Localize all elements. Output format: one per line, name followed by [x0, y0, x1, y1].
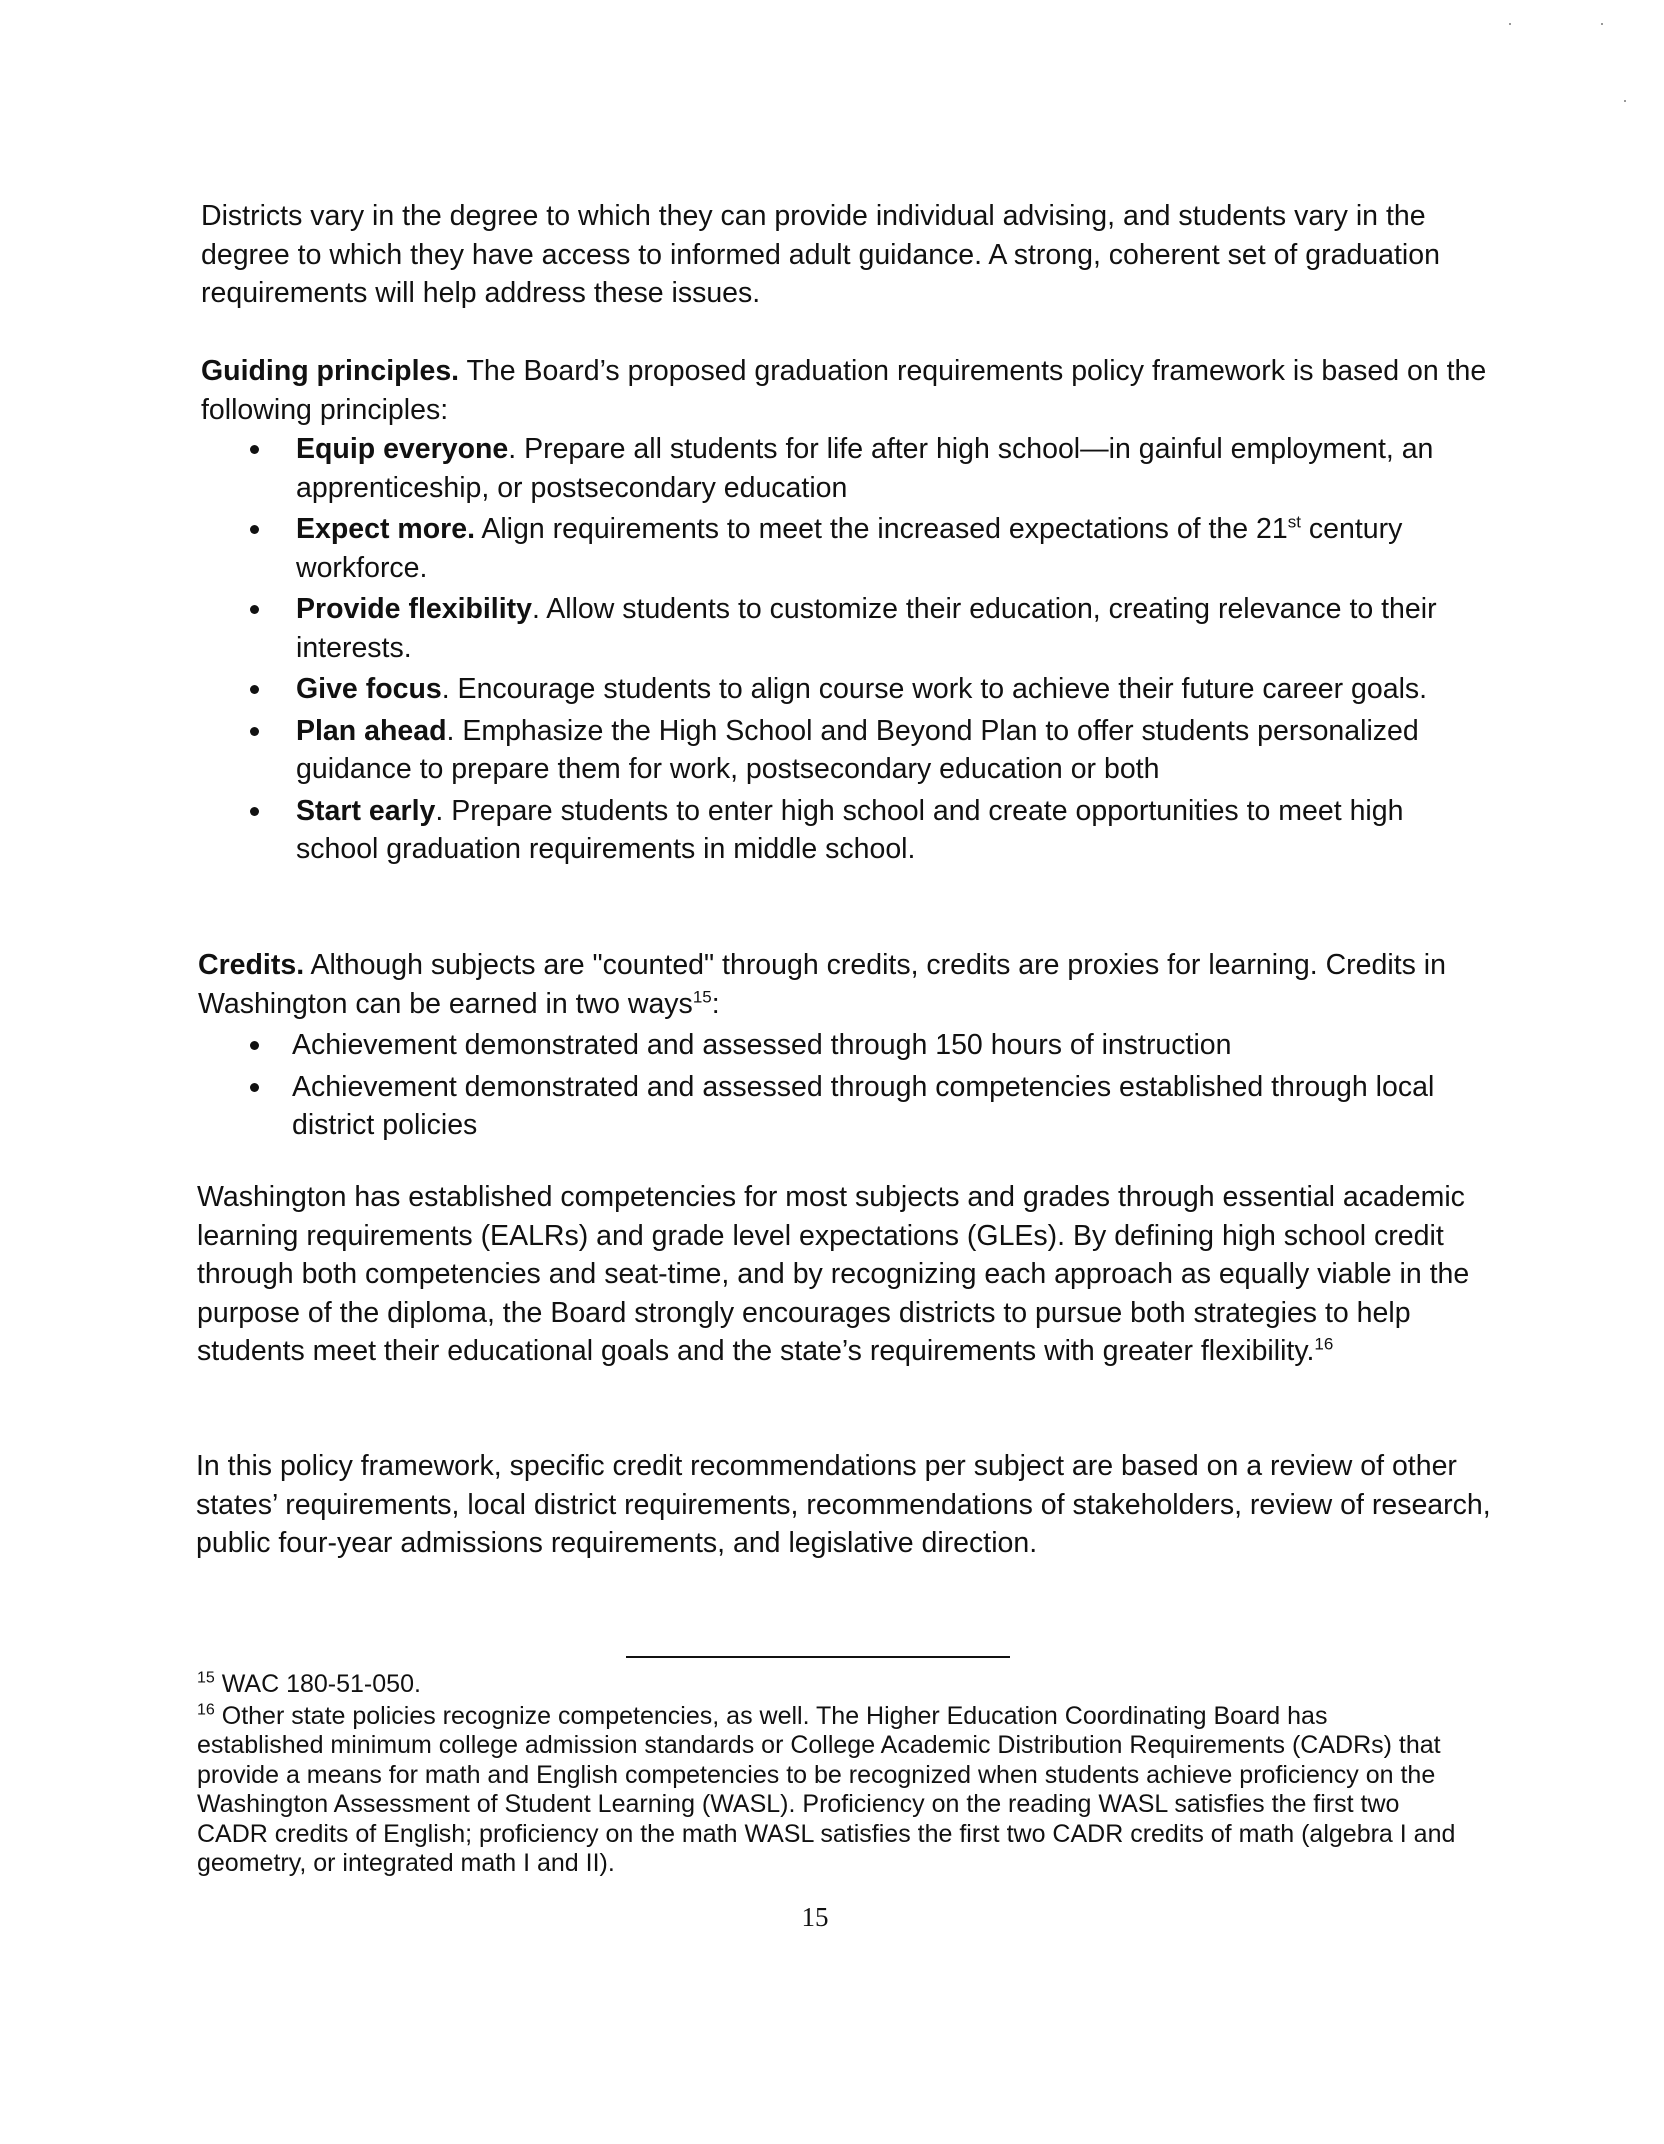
footnotes — [197, 1670, 1457, 1881]
bullet-icon — [250, 445, 259, 454]
footnote — [197, 1670, 1457, 1700]
footnote-number: 15 — [197, 1669, 215, 1687]
bullet-icon — [250, 1041, 259, 1050]
bullet-icon — [250, 727, 259, 736]
principle-term: Expect more. — [296, 513, 475, 545]
principle-text: Align requirements to meet the increased expectations of the 21 — [475, 513, 1288, 545]
footnote-number: 16 — [197, 1701, 215, 1719]
principle-text: . Allow students to customize their education, creating relevance to their interests. — [296, 593, 1437, 664]
competencies-text: Washington has established competencies for most subjects and grades through essential academic learning requirements (EALRs) and grade level expectations (GLEs). By defining high school credit through both competencies and seat-time, and by recognizing each approach as equally viable in the purpose of the diploma, the Board strongly encourages districts to pursue both strategies to help students meet their educational goals and the state’s requirements with greater flexibility. — [197, 1181, 1470, 1367]
guiding-principles-heading: Guiding principles. — [201, 355, 460, 387]
list-item — [250, 792, 1490, 869]
list-item — [250, 510, 1490, 587]
scan-speck — [1509, 23, 1511, 25]
principle-term: Plan ahead — [296, 714, 447, 747]
intro-paragraph: Districts vary in the degree to which they can provide individual advising, and students vary in the degree to which they have access to informed adult guidance. A strong, coherent set of graduation requirements will help address these issues. — [201, 200, 1440, 309]
list-item — [250, 1068, 1490, 1145]
footnote-reference[interactable]: 16 — [1314, 1334, 1334, 1354]
principle-term: Give focus — [296, 673, 442, 705]
principle-term: Start early — [296, 794, 436, 827]
scan-speck — [1624, 100, 1626, 102]
bullet-icon — [250, 685, 259, 694]
superscript: st — [1287, 512, 1301, 532]
bullet-icon — [250, 807, 259, 816]
credits-paragraph — [198, 946, 1498, 1023]
guiding-principles-paragraph — [201, 352, 1501, 429]
credit-way-text: Achievement demonstrated and assessed through 150 hours of instruction — [292, 1029, 1232, 1061]
principle-text: . Emphasize the High School and Beyond Plan to offer students personalized guidance to prepare them for work, postsecondary education or both — [296, 714, 1419, 785]
guiding-principles-text: The Board’s proposed graduation requirements policy framework is based on the following principles: — [201, 355, 1487, 426]
principle-text: . Prepare students to enter high school and create opportunities to meet high school graduation requirements in middle school. — [296, 794, 1404, 865]
principle-term: Provide flexibility — [296, 593, 532, 625]
principle-text: century workforce. — [296, 513, 1403, 584]
footnote-text: WAC 180-51-050. — [214, 1670, 421, 1698]
bullet-icon — [250, 1083, 259, 1092]
footnote-divider — [626, 1656, 1010, 1658]
credits-text: Although subjects are "counted" through credits, credits are proxies for learning. Credits in Washington can be earned in two ways — [198, 949, 1446, 1020]
list-item — [250, 430, 1490, 507]
footnote-text: Other state policies recognize competencies, as well. The Higher Education Coordinating Board has established minimum college admission standards or College Academic Distribution Requirements (CADRs) that provide a means for math and English competencies to be recognized when students achieve proficiency on the Washington Assessment of Student Learning (WASL). Proficiency on the reading WASL satisfies the first two CADR credits of English; proficiency on the math WASL satisfies the first two CADR credits of math (algebra I and geometry, or integrated math I and II). — [197, 1701, 1456, 1877]
scan-speck — [1601, 23, 1603, 25]
credit-way-text: Achievement demonstrated and assessed through competencies established through local district policies — [292, 1070, 1435, 1141]
credits-heading: Credits. — [198, 949, 305, 981]
list-item — [250, 1026, 1490, 1065]
list-item — [250, 712, 1490, 789]
credit-ways-list — [250, 1026, 1490, 1148]
list-item — [250, 670, 1490, 709]
principle-text: . Prepare all students for life after high school—in gainful employment, an apprenticeship, or postsecondary education — [296, 433, 1434, 504]
page-number: 15 — [801, 1902, 829, 1932]
bullet-icon — [250, 605, 259, 614]
principle-text: . Encourage students to align course work to achieve their future career goals. — [441, 673, 1428, 705]
footnote — [197, 1702, 1457, 1879]
principle-term: Equip everyone — [296, 433, 509, 465]
framework-paragraph: In this policy framework, specific credit recommendations per subject are based on a review of other states’ requirements, local district requirements, recommendations of stakeholders, review of research, public four-year admissions requirements, and legislative direction. — [196, 1450, 1491, 1559]
footnote-reference[interactable]: 15 — [692, 987, 712, 1006]
principles-list — [250, 430, 1490, 872]
bullet-icon — [250, 525, 259, 534]
list-item — [250, 590, 1490, 667]
competencies-paragraph — [197, 1178, 1497, 1371]
credits-text: : — [711, 987, 720, 1020]
